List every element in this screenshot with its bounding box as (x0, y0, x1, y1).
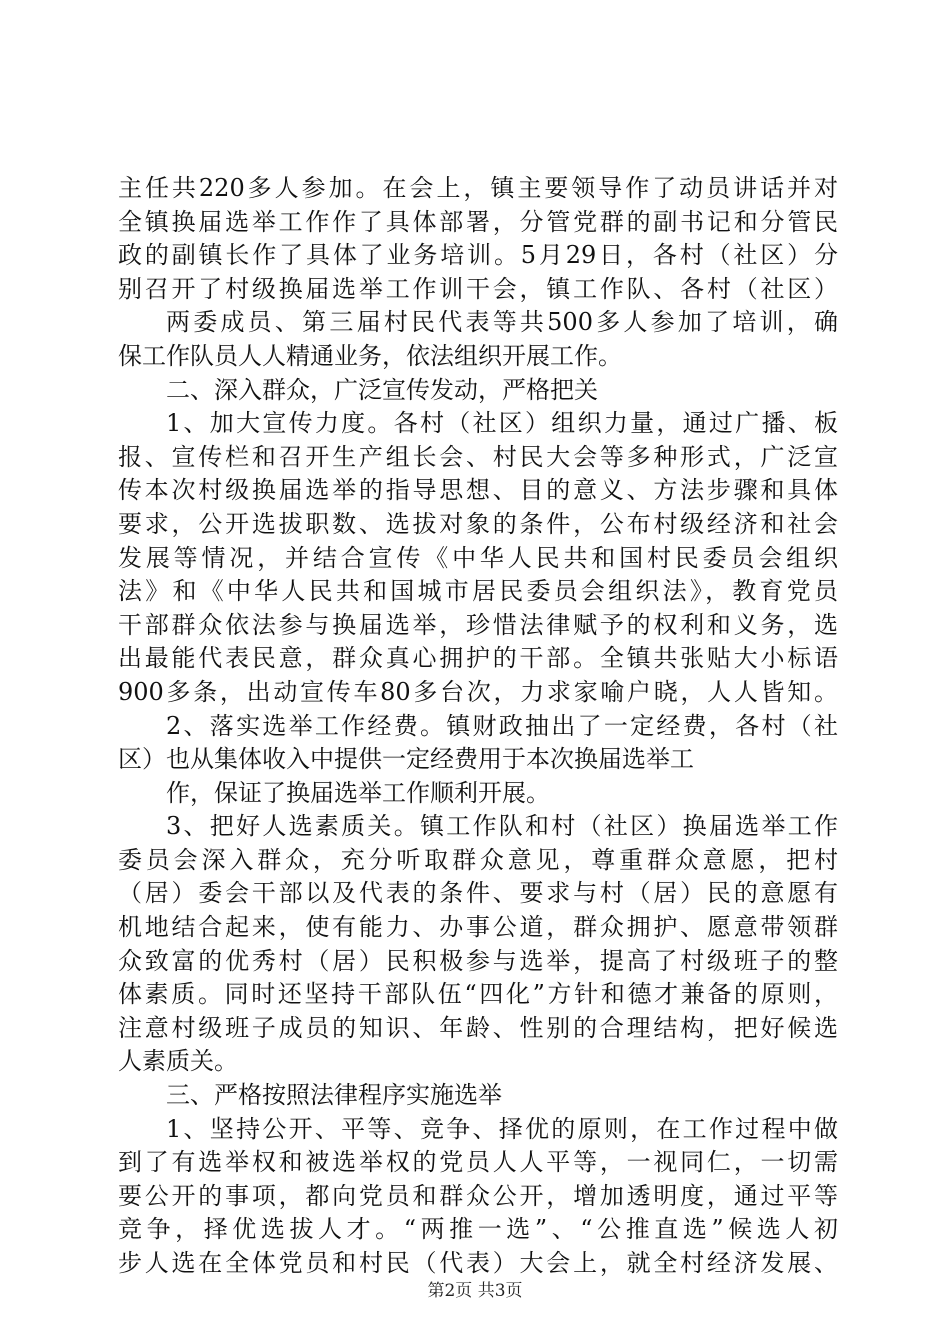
text-line: （居）委会干部以及代表的条件、要求与村（居）民的意愿有 (118, 879, 838, 908)
text-line: 区）也从集体收入中提供一定经费用于本次换届选举工 (118, 745, 694, 774)
text-line: 人素质关。 (118, 1047, 238, 1076)
document-body (118, 172, 838, 1281)
text-line: 900多条，出动宣传车80多台次，力求家喻户晓，人人皆知。 (118, 677, 838, 706)
text-line: 主任共220多人参加。在会上，镇主要领导作了动员讲话并对 (118, 174, 838, 202)
text-line: 到了有选举权和被选举权的党员人人平等，一视同仁，一切需 (118, 1148, 838, 1177)
text-line: 作，保证了换届选举工作顺利开展。 (166, 778, 550, 807)
text-line: 全镇换届选举工作作了具体部署，分管党群的副书记和分管民 (118, 207, 838, 236)
text-line: 竞争，择优选拔人才。“两推一选”、“公推直选”候选人初 (118, 1215, 838, 1244)
text-line: 步人选在全体党员和村民（代表）大会上，就全村经济发展、 (118, 1249, 838, 1277)
text-line: 两委成员、第三届村民代表等共500多人参加了培训，确 (166, 308, 838, 337)
section-heading: 二、深入群众，广泛宣传发动，严格把关 (166, 375, 598, 404)
text-line: 2、落实选举工作经费。镇财政抽出了一定经费，各村（社 (166, 711, 838, 740)
text-line: 出最能代表民意，群众真心拥护的干部。全镇共张贴大小标语 (118, 644, 838, 673)
text-line: 发展等情况，并结合宣传《中华人民共和国村民委员会组织 (118, 543, 838, 572)
text-line: 机地结合起来，使有能力、办事公道，群众拥护、愿意带领群 (118, 913, 838, 942)
text-line: 体素质。同时还坚持干部队伍“四化”方针和德才兼备的原则， (118, 980, 838, 1009)
text-line: 政的副镇长作了具体了业务培训。5月29日，各村（社区）分 (118, 241, 838, 270)
text-line: 报、宣传栏和召开生产组长会、村民大会等多种形式，广泛宣 (118, 442, 838, 471)
text-line: 1、加大宣传力度。各村（社区）组织力量，通过广播、板 (166, 409, 838, 438)
text-line: 传本次村级换届选举的指导思想、目的意义、方法步骤和具体 (118, 476, 838, 505)
text-line: 3、把好人选素质关。镇工作队和村（社区）换届选举工作 (166, 812, 838, 841)
text-line: 要公开的事项，都向党员和群众公开，增加透明度，通过平等 (118, 1181, 838, 1210)
text-line: 委员会深入群众，充分听取群众意见，尊重群众意愿，把村 (118, 845, 838, 874)
page-indicator: 第2页 共3页 (427, 1281, 523, 1301)
text-line: 注意村级班子成员的知识、年龄、性别的合理结构，把好候选 (118, 1013, 838, 1042)
text-line: 别召开了村级换届选举工作训干会，镇工作队、各村（社区） (118, 274, 838, 303)
section-heading: 三、严格按照法律程序实施选举 (166, 1081, 502, 1110)
text-line: 干部群众依法参与换届选举，珍惜法律赋予的权利和义务，选 (118, 610, 838, 639)
text-line: 要求，公开选拔职数、选拔对象的条件，公布村级经济和社会 (118, 509, 838, 538)
page-footer (0, 1280, 950, 1302)
text-line: 1、坚持公开、平等、竞争、择优的原则，在工作过程中做 (166, 1114, 838, 1143)
text-line: 保工作队员人人精通业务，依法组织开展工作。 (118, 341, 622, 370)
text-line: 法》和《中华人民共和国城市居民委员会组织法》，教育党员 (118, 577, 838, 606)
text-line: 众致富的优秀村（居）民积极参与选举，提高了村级班子的整 (118, 946, 838, 975)
